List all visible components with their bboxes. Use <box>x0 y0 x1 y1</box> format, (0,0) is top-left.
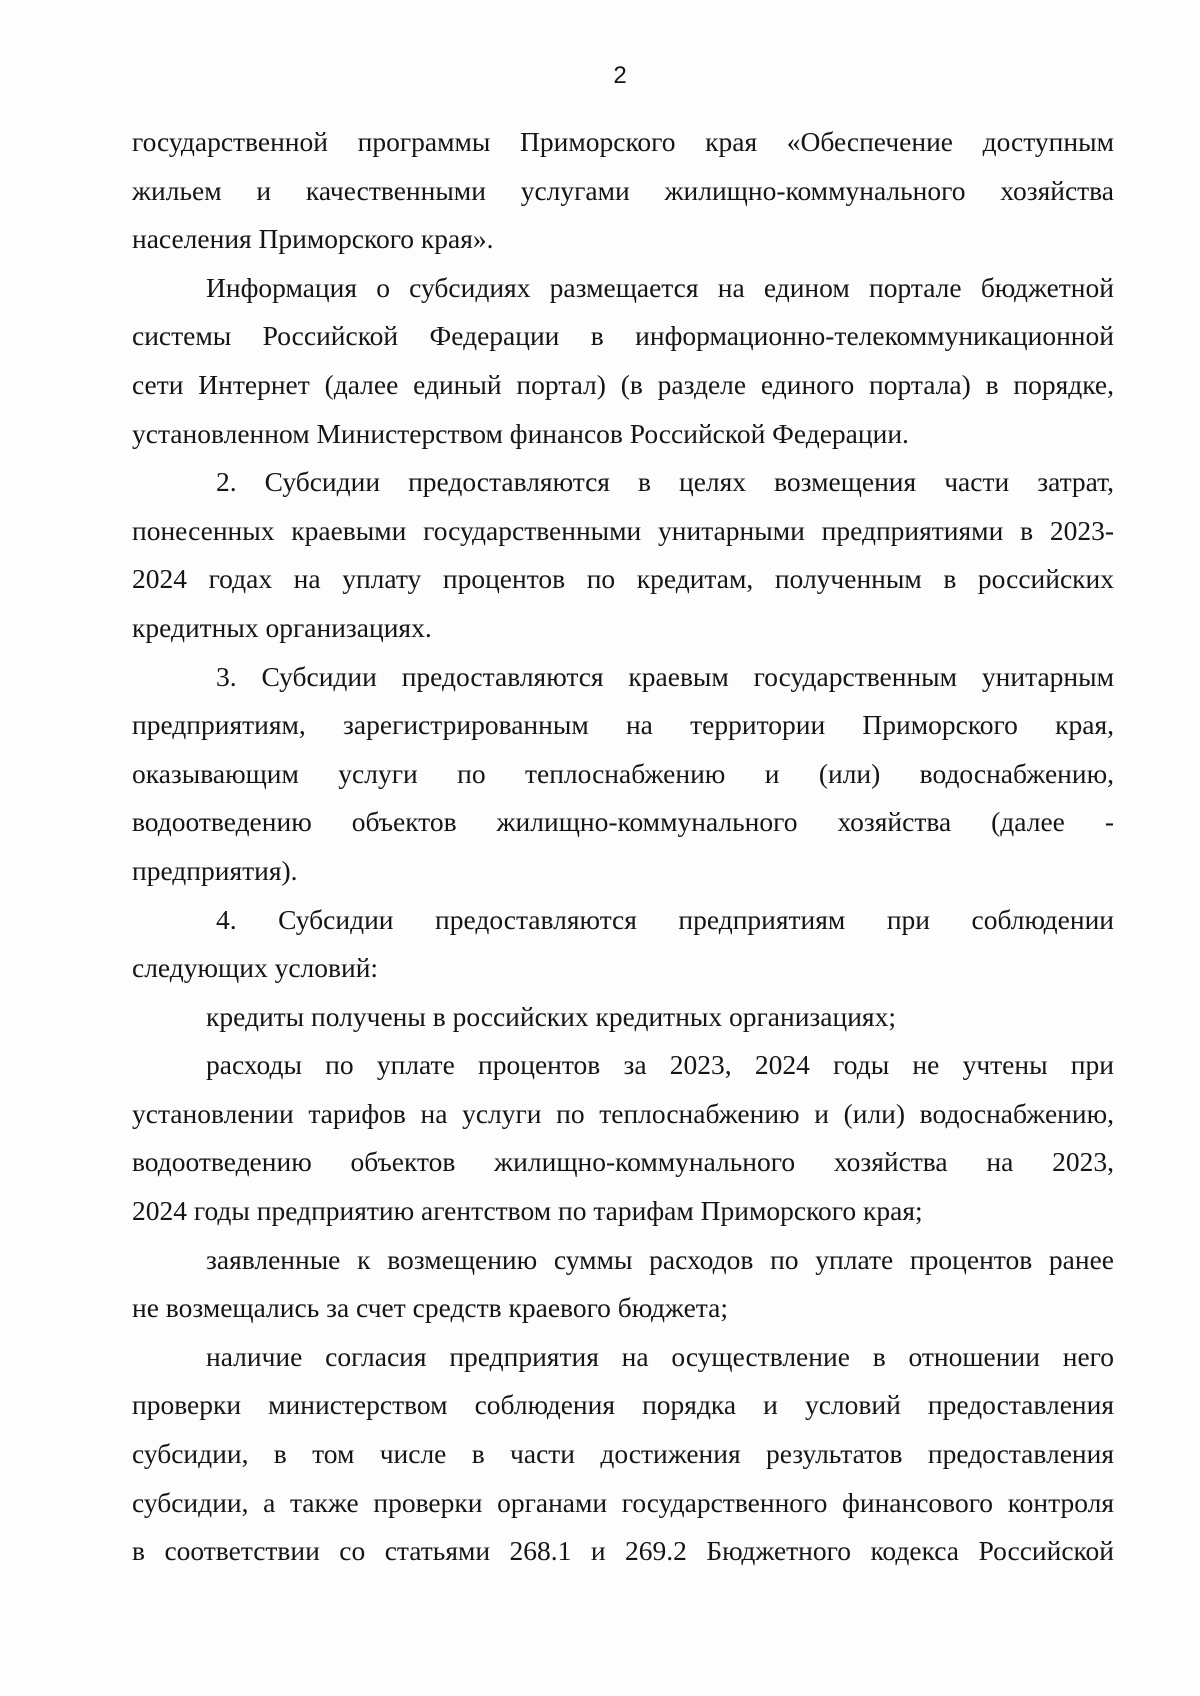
text-line: 2024 годы предприятию агентством по тарифам Приморского края; <box>132 1195 923 1227</box>
paragraph <box>132 264 1114 458</box>
text-line: следующих условий: <box>132 952 379 984</box>
text-line: понесенных краевыми государственными унитарными предприятиями в 2023- <box>132 514 1114 546</box>
text-line: 2. Субсидии предоставляются в целях возмещения части затрат, <box>216 466 1114 498</box>
text-line: субсидии, в том числе в части достижения результатов предоставления <box>132 1438 1114 1470</box>
text-line: субсидии, а также проверки органами государственного финансового контроля <box>132 1486 1114 1518</box>
paragraph <box>132 1333 1114 1576</box>
paragraph <box>132 1236 1114 1333</box>
text-line: государственной программы Приморского края «Обеспечение доступным <box>132 126 1114 157</box>
text-line: жильем и качественными услугами жилищно-коммунального хозяйства <box>132 174 1114 206</box>
text-line: расходы по уплате процентов за 2023, 2024 годы не учтены при <box>206 1049 1114 1081</box>
text-line: не возмещались за счет средств краевого бюджета; <box>132 1292 728 1324</box>
text-line: водоотведению объектов жилищно-коммунального хозяйства (далее - <box>132 806 1114 838</box>
text-line: наличие согласия предприятия на осуществление в отношении него <box>206 1340 1114 1372</box>
text-line: Информация о субсидиях размещается на едином портале бюджетной <box>206 271 1114 303</box>
text-line: установлении тарифов на услуги по теплоснабжению и (или) водоснабжению, <box>132 1097 1114 1129</box>
text-line: водоотведению объектов жилищно-коммунального хозяйства на 2023, <box>132 1146 1114 1178</box>
document-body <box>132 118 1114 1576</box>
text-line: в соответствии со статьями 268.1 и 269.2 Бюджетного кодекса Российской <box>132 1535 1114 1567</box>
text-line: заявленные к возмещению суммы расходов по уплате процентов ранее <box>206 1243 1114 1275</box>
text-line: проверки министерством соблюдения порядка и условий предоставления <box>132 1389 1114 1421</box>
text-line: установленном Министерством финансов Российской Федерации. <box>132 417 909 449</box>
text-line: сети Интернет (далее единый портал) (в разделе единого портала) в порядке, <box>132 368 1114 400</box>
text-line: оказывающим услуги по теплоснабжению и (или) водоснабжению, <box>132 757 1114 789</box>
paragraph <box>132 1041 1114 1235</box>
text-line: 3. Субсидии предоставляются краевым государственным унитарным <box>216 660 1114 692</box>
paragraph <box>132 896 1114 993</box>
text-line: 4. Субсидии предоставляются предприятиям при соблюдении <box>216 903 1114 935</box>
paragraph <box>132 653 1114 896</box>
paragraph <box>132 118 1114 264</box>
text-line: кредитных организациях. <box>132 611 432 643</box>
text-line: системы Российской Федерации в информационно-телекоммуникационной <box>132 320 1114 352</box>
page-number: 2 <box>613 62 627 89</box>
text-line: предприятиям, зарегистрированным на территории Приморского края, <box>132 709 1114 741</box>
text-line: предприятия). <box>132 854 298 886</box>
paragraph <box>132 458 1114 652</box>
paragraph <box>132 993 1114 1042</box>
text-line: населения Приморского края». <box>132 223 494 255</box>
text-line: кредиты получены в российских кредитных организациях; <box>206 1000 896 1032</box>
text-line: 2024 годах на уплату процентов по кредитам, полученным в российских <box>132 563 1114 595</box>
